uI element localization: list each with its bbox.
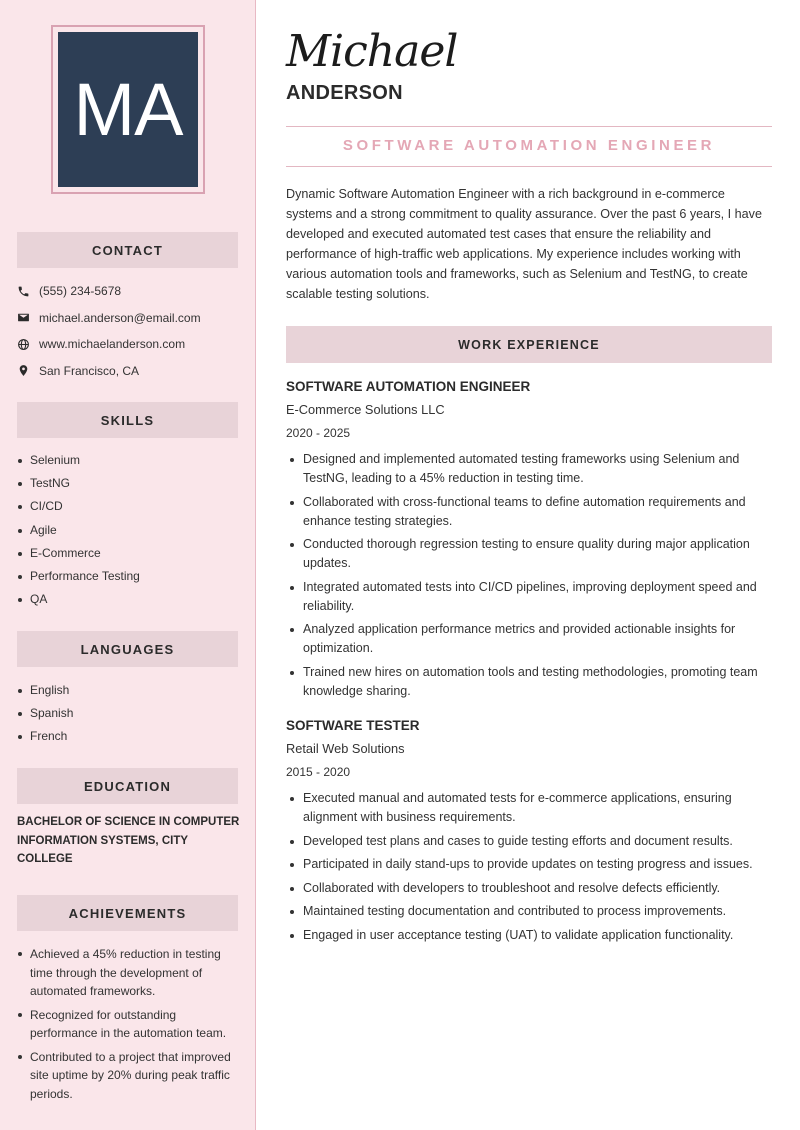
job-company: E-Commerce Solutions LLC	[286, 402, 445, 417]
job-point: Participated in daily stand-ups to provide updates on testing progress and issues.	[286, 855, 772, 874]
languages-heading: LANGUAGES	[17, 631, 238, 667]
education-heading: EDUCATION	[17, 768, 238, 804]
job-responsibilities	[286, 450, 772, 701]
profile-summary: Dynamic Software Automation Engineer with a rich background in e-commerce systems and a strong commitment to quality assurance. Over the past 6 years, I have developed and executed automated test cases that ensure the reliability and performance of high-traffic web applications. My experience includes working with various automation tools and frameworks, such as Selenium and TestNG, to create scalable testing solutions.	[286, 187, 762, 302]
language-item: English	[17, 682, 242, 705]
skill-item: CI/CD	[17, 498, 242, 521]
email-icon	[17, 311, 30, 324]
education-degree: BACHELOR OF SCIENCE IN COMPUTER INFORMATION SYSTEMS, CITY COLLEGE	[17, 816, 240, 865]
job-point: Executed manual and automated tests for e-commerce applications, ensuring alignment with business requirements.	[286, 789, 772, 827]
monogram-initials: MA	[58, 32, 198, 187]
language-item: Spanish	[17, 705, 242, 728]
contact-location-text: San Francisco, CA	[39, 363, 140, 378]
professional-title: SOFTWARE AUTOMATION ENGINEER	[342, 137, 716, 154]
job-dates: 2020 - 2025	[286, 426, 351, 440]
monogram-frame	[51, 25, 205, 194]
achievements-list	[17, 945, 242, 1108]
contact-website-text: www.michaelanderson.com	[39, 337, 186, 352]
contact-email-text: michael.anderson@email.com	[39, 310, 201, 325]
contact-list	[17, 278, 242, 384]
contact-phone-text: (555) 234-5678	[39, 284, 122, 299]
skill-item: TestNG	[17, 475, 242, 498]
job-point: Conducted thorough regression testing to ensure quality during major application updates.	[286, 535, 772, 573]
skill-item: E-Commerce	[17, 545, 242, 568]
contact-heading: CONTACT	[17, 232, 238, 268]
job-entry	[286, 718, 772, 949]
job-point: Trained new hires on automation tools and testing methodologies, promoting team knowledge sharing.	[286, 663, 772, 701]
skills-list	[17, 452, 242, 614]
skills-heading: SKILLS	[17, 402, 238, 438]
job-point: Integrated automated tests into CI/CD pipelines, improving deployment speed and reliability.	[286, 578, 772, 616]
job-point: Developed test plans and cases to guide testing efforts and document results.	[286, 832, 772, 851]
job-point: Collaborated with developers to troubleshoot and resolve defects efficiently.	[286, 879, 772, 898]
location-pin-icon	[17, 364, 30, 377]
job-point: Designed and implemented automated testing frameworks using Selenium and TestNG, leading to a 45% reduction in testing time.	[286, 450, 772, 488]
language-item: French	[17, 728, 242, 751]
skill-item: QA	[17, 591, 242, 614]
job-responsibilities	[286, 789, 772, 945]
achievement-item: Achieved a 45% reduction in testing time through the development of automated frameworks.	[17, 945, 242, 1001]
job-point: Collaborated with cross-functional teams to define automation requirements and enhance testing strategies.	[286, 493, 772, 531]
job-dates: 2015 - 2020	[286, 765, 351, 779]
skill-item: Agile	[17, 522, 242, 545]
contact-location	[17, 358, 242, 385]
contact-website	[17, 331, 242, 358]
sidebar	[0, 0, 256, 1130]
achievement-item: Recognized for outstanding performance in the automation team.	[17, 1006, 242, 1043]
last-name: ANDERSON	[286, 82, 403, 104]
title-rule-bottom	[286, 166, 772, 167]
contact-phone	[17, 278, 242, 305]
job-role: SOFTWARE TESTER	[286, 718, 420, 733]
contact-email	[17, 305, 242, 332]
skill-item: Selenium	[17, 452, 242, 475]
job-point: Maintained testing documentation and contributed to process improvements.	[286, 902, 772, 921]
job-role: SOFTWARE AUTOMATION ENGINEER	[286, 379, 531, 394]
skill-item: Performance Testing	[17, 568, 242, 591]
languages-list	[17, 682, 242, 752]
achievement-item: Contributed to a project that improved site uptime by 20% during peak traffic periods.	[17, 1048, 242, 1104]
job-point: Engaged in user acceptance testing (UAT) to validate application functionality.	[286, 926, 772, 945]
job-point: Analyzed application performance metrics and provided actionable insights for optimization.	[286, 620, 772, 658]
achievements-heading: ACHIEVEMENTS	[17, 895, 238, 931]
job-entry	[286, 379, 772, 705]
job-company: Retail Web Solutions	[286, 741, 405, 756]
first-name: Michael	[286, 26, 458, 77]
globe-icon	[17, 338, 30, 351]
phone-icon	[17, 285, 30, 298]
title-rule-top	[286, 126, 772, 127]
work-experience-heading: WORK EXPERIENCE	[286, 326, 772, 363]
